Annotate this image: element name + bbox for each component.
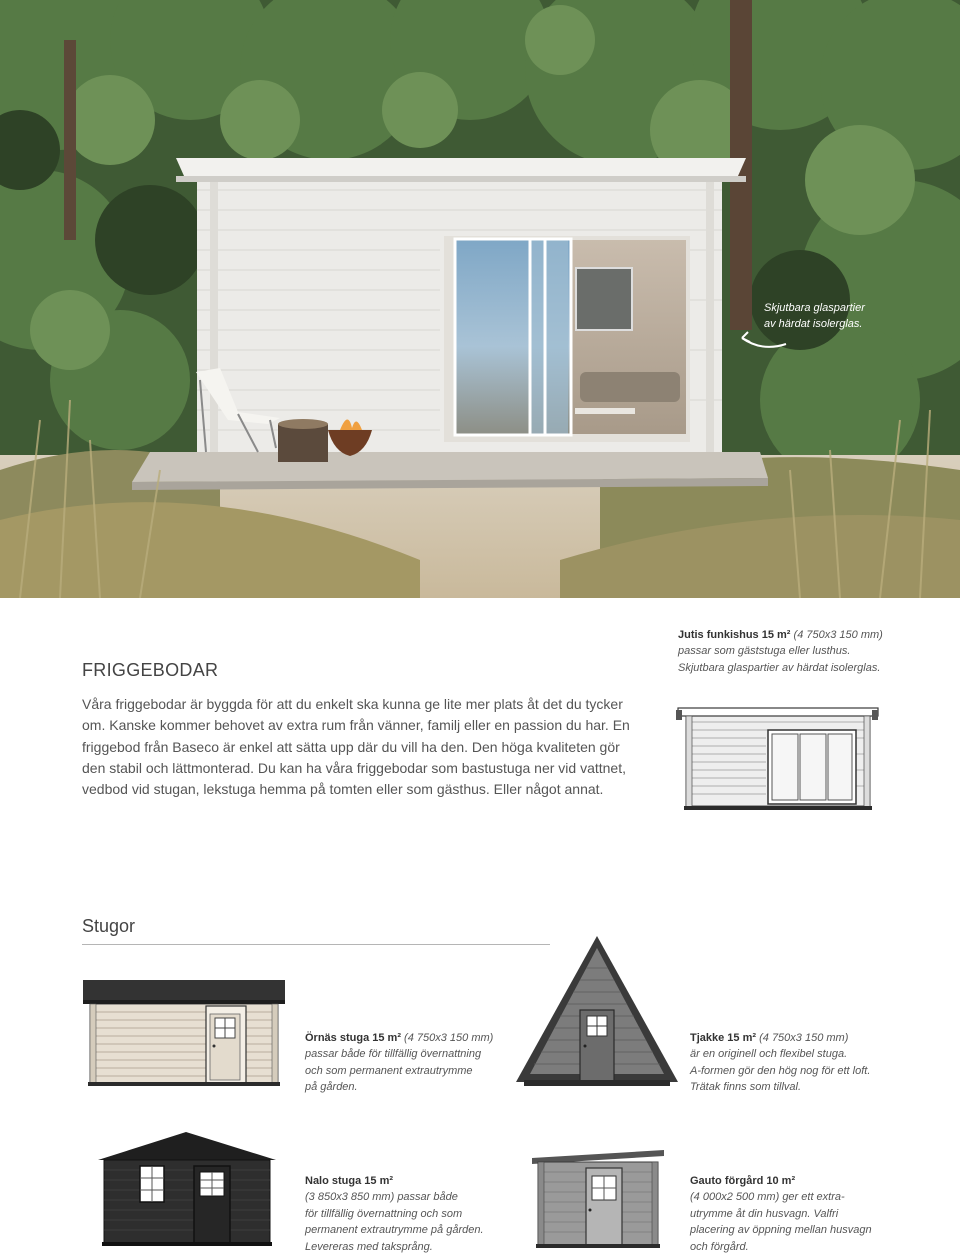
product-dimensions: (4 750x3 150 mm) xyxy=(790,629,883,641)
jutis-house-drawing xyxy=(676,704,880,812)
product-name: Nalo stuga 15 m² xyxy=(305,1175,394,1187)
product-description-line: Levereras med taksprång. xyxy=(305,1240,433,1253)
product-description-line: och som permanent extrautrymme xyxy=(305,1064,473,1077)
nalo-house-drawing xyxy=(94,1130,280,1248)
section-title: Stugor xyxy=(82,916,136,936)
hero-caption-line: av härdat isolerglas. xyxy=(764,318,863,330)
product-name: Tjakke 15 m² xyxy=(690,1032,757,1044)
product-description-line: och förgård. xyxy=(690,1240,749,1253)
product-name: Gauto förgård 10 m² xyxy=(690,1175,796,1187)
product-description-line: utrymme åt din husvagn. Valfri xyxy=(690,1207,839,1220)
nalo-caption xyxy=(305,1173,525,1255)
tjakke-caption xyxy=(690,1030,930,1096)
product-description-line: passar både för tillfällig övernattning xyxy=(305,1048,482,1061)
tjakke-house-drawing xyxy=(514,934,680,1092)
section-title: FRIGGEBODAR xyxy=(82,660,219,680)
section-divider xyxy=(82,944,550,945)
product-name: Jutis funkishus 15 m² xyxy=(678,629,791,641)
jutis-caption xyxy=(678,627,938,676)
hero-caption xyxy=(764,300,924,332)
product-description-line: placering av öppning mellan husvagn xyxy=(690,1224,872,1237)
product-dimensions: (4 750x3 150 mm) xyxy=(400,1032,494,1044)
product-description-line: (3 850x3 850 mm) passar både xyxy=(305,1191,458,1204)
product-description-line: (4 000x2 500 mm) ger ett extra- xyxy=(690,1191,845,1204)
ornas-caption xyxy=(305,1030,525,1096)
product-description-line: Skjutbara glaspartier av härdat isolerglas. xyxy=(678,661,881,674)
hero-caption-line: Skjutbara glaspartier xyxy=(764,302,865,314)
product-description-line: A-formen gör den hög nog för ett loft. xyxy=(690,1064,871,1077)
product-description-line: Trätak finns som tillval. xyxy=(690,1081,802,1094)
product-description-line: permanent extrautrymme på gården. xyxy=(305,1224,484,1237)
gauto-caption xyxy=(690,1173,930,1255)
gauto-house-drawing xyxy=(532,1150,668,1250)
product-dimensions: (4 750x3 150 mm) xyxy=(756,1032,849,1044)
product-description-line: är en originell och flexibel stuga. xyxy=(690,1048,848,1061)
intro-paragraph: Våra friggebodar är byggda för att du enkelt ska kunna ge lite mer plats åt det du tycker om. Kanske kommer behovet av extra rum från vänner, familj eller en passion du har. En friggebod från Baseco är enkel att sätta upp där du vill ha den. Den höga kvaliteten gör den stabil och lättmonterad. Du kan ha våra friggebodar som bastustuga ner vid vattnet, vedbod vid stugan, lekstuga hemma på tomten eller som gästhus. Eller något annat. xyxy=(82,696,630,798)
product-name: Örnäs stuga 15 m² xyxy=(305,1032,401,1044)
hero-photo xyxy=(0,0,960,598)
product-description-line: på gården. xyxy=(305,1081,358,1094)
product-description-line: för tillfällig övernattning och som xyxy=(305,1207,463,1220)
product-description-line: passar som gäststuga eller lusthus. xyxy=(678,645,851,658)
ornas-house-drawing xyxy=(82,978,286,1088)
